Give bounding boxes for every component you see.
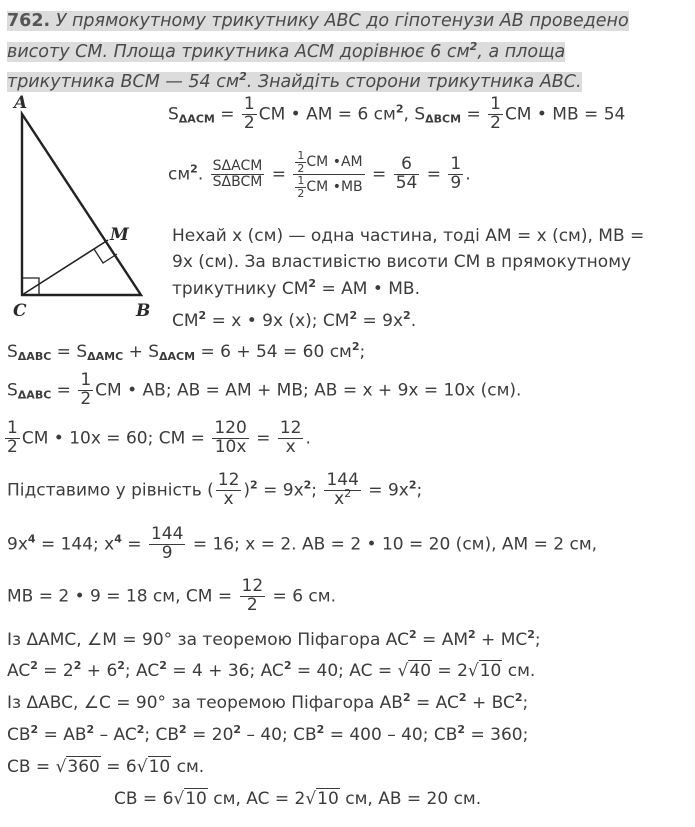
triangle-figure <box>8 92 158 322</box>
altitude-cm <box>22 240 108 295</box>
solution-row-3: Нехай x (см) — одна частина, тоді AM = x (см), MB = <box>172 226 645 246</box>
task-line-2b: , а площа <box>477 41 566 62</box>
task-line-3a: трикутника BCM — 54 см <box>7 72 240 92</box>
solution-row-12: MB = 2 • 9 = 18 см, CM = $\frac{12}{2}$ = 6 см. <box>7 576 337 615</box>
label-c: C <box>13 301 27 321</box>
solution-row-7: $S_{\Delta ABC} = S_{\Delta AMC} + S_{\Delta ACM} = 6 + 54 = 60$ $см^2$; <box>7 340 366 363</box>
label-m: M <box>110 225 129 245</box>
solution-row-4: 9x (см). За властивістю висоти CM в прямокутному <box>172 252 632 272</box>
triangle-abc <box>22 114 141 295</box>
solution-row-1: $S_{\Delta ACM}$ = $\frac{1}{2}$ CM • AM = 6 $см^2$, $S_{\Delta BCM}$ = $\frac{1}{2}$ CM • MB = 54 <box>168 94 626 133</box>
solution-row-14: $AC^2 = 2^2 + 6^2$; $AC^2 = 4 + 36$; $AC^2 = 40$; AC = √40 = 2√10 см. <box>7 659 536 681</box>
solution-row-11: $9x^4 = 144$; $x^4$ = $\frac{144}{9}$ = 16; x = 2. AB = 2 • 10 = 20 (см), AM = 2 см, <box>7 524 598 563</box>
solution-row-5: трикутнику $CM^2$ = AM • MB. <box>172 277 420 299</box>
solution-row-2: $см^2$. $\frac{\text{SΔACM}}{\text{SΔBCM}}$ = $\frac{1}{2}$ CM •AM $\frac{1}{2}$ CM •MB = $\frac{6}{54}$ = $\frac{1}{9}$ . <box>168 149 471 200</box>
task-statement: 762. У прямокутному трикутнику ABC до гіпотенузи AB проведено висоту CM. Площа трикутника ACM дорівнює 6 $см^2$, а площа трикутника BCM — 54 $см^2$. Знайдіть сторони трикутника ABC. <box>7 11 629 92</box>
solution-row-16: $CB^2 = AB^2 - AC^2$; $CB^2 = 20^2 - 40$; $CB^2 = 400 - 40$; $CB^2 = 360$; <box>7 723 529 745</box>
solution-row-10: Підставимо у рівність ( $\frac{12}{x}$ )$^2 = 9x^2$; $\frac{144}{x^2}$ = $9x^2$; <box>7 470 423 509</box>
solution-row-13: Із ΔAMC, ∠M = 90° за теоремою Піфагора $AC^2 = AM^2 + MC^2$; <box>7 628 541 650</box>
solution-row-8: $S_{\Delta ABC}$ = $\frac{1}{2}$ CM • AB; AB = AM + MB; AB = x + 9x = 10x (см). <box>7 370 522 409</box>
solution-row-6: $CM^2 = x$ • 9x (x); $CM^2 = 9x^2$. <box>172 309 417 331</box>
label-a: A <box>14 93 28 113</box>
task-line-1: У прямокутному трикутнику ABC до гіпотенузи AB проведено <box>55 11 629 31</box>
task-line-2a: висоту CM. Площа трикутника ACM дорівнює 6 см <box>7 41 470 62</box>
task-number: 762. <box>7 11 51 31</box>
label-b: B <box>136 301 151 321</box>
solution-row-9: $\frac{1}{2}$ CM • 10x = 60; CM = $\frac{120}{10x}$ = $\frac{12}{x}$ . <box>7 418 311 457</box>
solution-row-15: Із ΔABC, ∠C = 90° за теоремою Піфагора $AB^2 = AC^2 + BC^2$; <box>7 691 529 713</box>
task-line-3b: . Знайдіть сторони трикутника ABC. <box>246 72 582 92</box>
solution-row-17: CB = √360 = 6√10 см. <box>7 757 205 777</box>
final-answer-row: CB = 6√10 см, AC = 2√10 см, AB = 20 см. <box>114 789 482 809</box>
